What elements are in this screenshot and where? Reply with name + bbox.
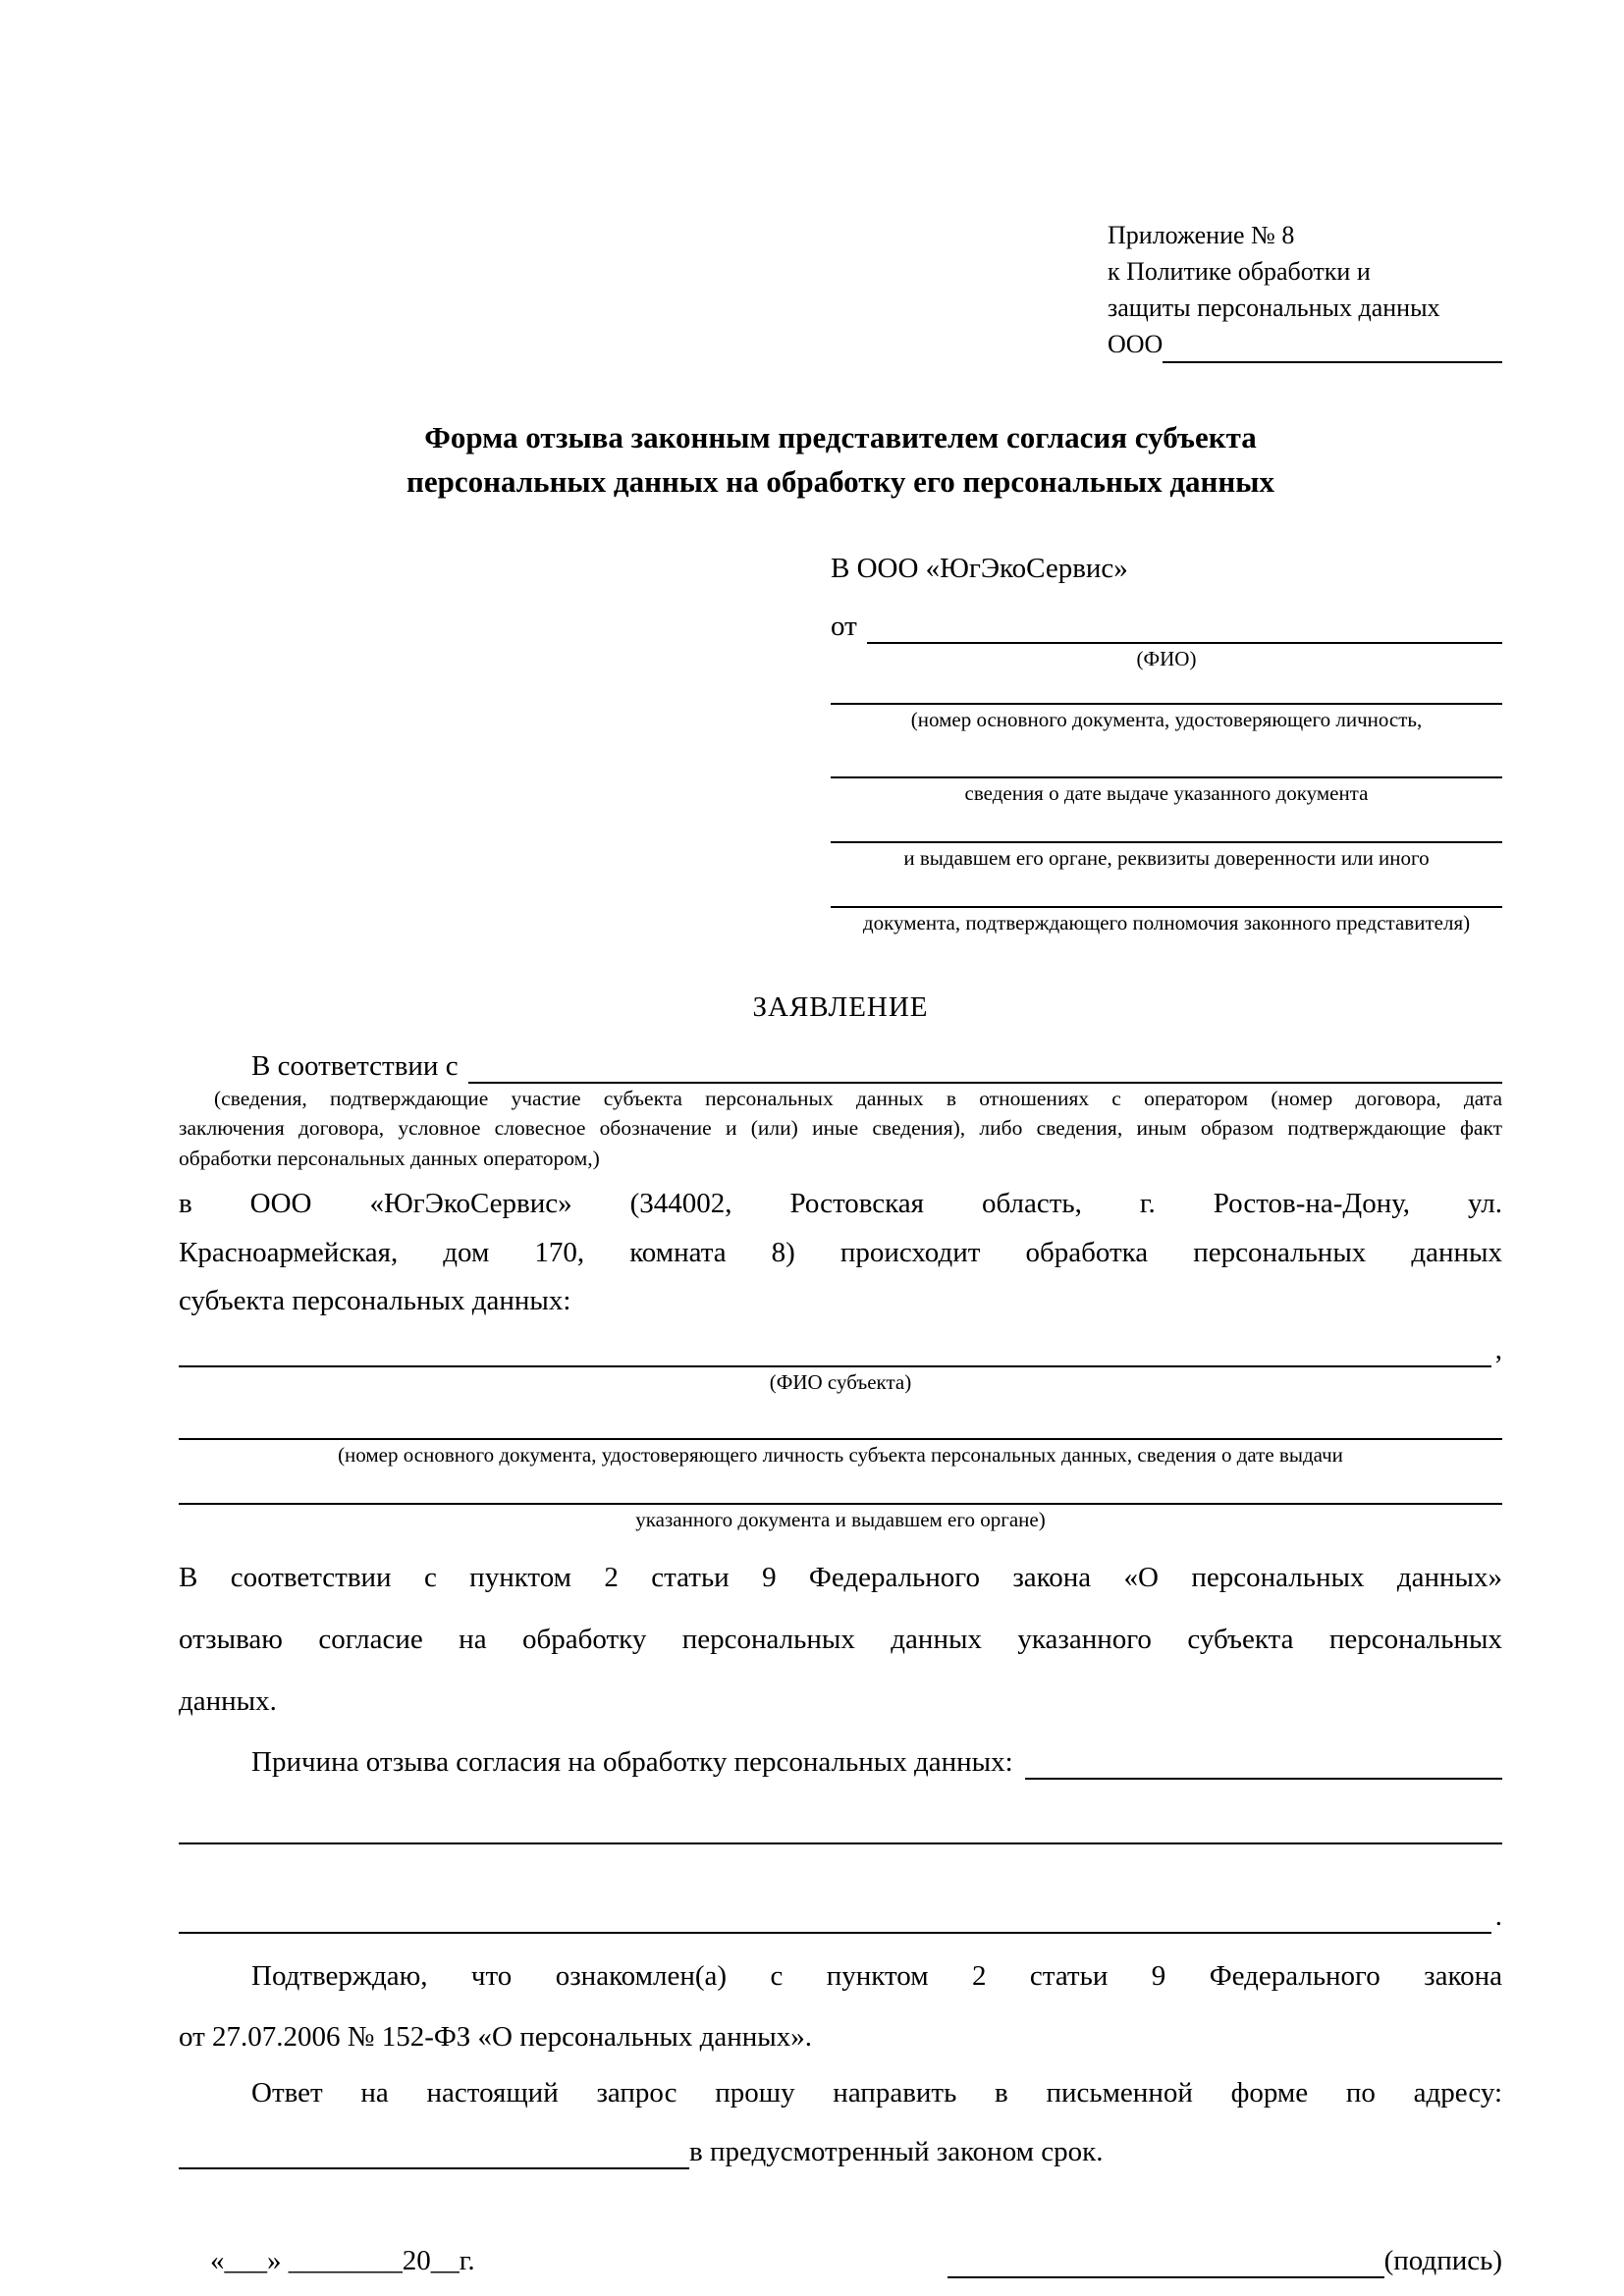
doc-issue-date-blank-line [831,776,1502,778]
fio-caption: (ФИО) [1136,647,1197,671]
operator-paragraph-line-2: Красноармейская, дом 170, комната 8) происходит обработка персональных данных [179,1236,1502,1268]
reason-line-2-suffix: . [1494,1900,1502,1933]
small-print [179,1084,1502,1174]
reason-blank-line-1 [179,1842,1502,1844]
accordance-prefix: В соответствии с [251,1049,459,1082]
statement-heading: ЗАЯВЛЕНИЕ [752,991,929,1024]
subject-fio-blank-line [179,1365,1491,1367]
subject-doc-caption-1: (номер основного документа, удостоверяющего личность субъекта персональных данных, сведения о дате выдачи [338,1443,1343,1468]
accordance-line [179,1049,1502,1084]
footer-row [179,2244,1502,2278]
subject-doc-blank-line-2 [179,1503,1502,1505]
reason-blank-line-2 [179,1932,1491,1934]
appendix-line-3: защиты персональных данных [1108,293,1440,322]
withdraw-paragraph-line-3: данных. [179,1685,277,1718]
page-title-line-1: Форма отзыва законным представителем согласия субъекта [424,419,1257,454]
page-title [179,416,1502,505]
fio-blank-line [867,642,1502,644]
subject-fio-line [179,1333,1502,1367]
representative-doc-blank-line [831,906,1502,908]
confirm-paragraph-line-1: Подтверждаю, что ознакомлен(а) с пунктом 2 статьи 9 Федерального закона [251,1960,1502,1993]
withdraw-paragraph [179,1561,1502,1720]
operator-paragraph-line-3: субъекта персональных данных: [179,1285,571,1317]
representative-doc-caption: документа, подтверждающего полномочия законного представителя) [862,911,1471,934]
doc-number-caption: (номер основного документа, удостоверяющего личность, [910,708,1423,732]
reply-address-line [179,2135,1502,2169]
doc-authority-blank-line [831,841,1502,843]
reason-line [179,1745,1502,1780]
doc-authority-caption: и выдавшем его органе, реквизиты доверенности или иного [903,845,1430,870]
small-print-line-2: заключения договора, условное словесное обозначение и (или) иные сведения), либо сведения, иным образом подтверждающие факт [179,1116,1502,1141]
signature-caption: (подпись) [1383,2244,1502,2276]
from-line [831,610,1502,644]
subject-fio-caption: (ФИО субъекта) [769,1369,912,1394]
signature-block [947,2244,1502,2278]
date-line: «___» ________20__г. [210,2244,475,2276]
subject-doc-blank-line-1 [179,1438,1502,1440]
reason-blank-short [1025,1778,1502,1780]
addressee-company: В ООО «ЮгЭкоСервис» [831,552,1128,584]
from-label: от [831,610,857,642]
reply-suffix: в предусмотренный законом срок. [689,2135,1104,2167]
company-prefix: ООО [1108,329,1164,358]
confirm-paragraph-line-2: от 27.07.2006 № 152-ФЗ «О персональных данных». [179,2020,813,2053]
small-print-line-3: обработки персональных данных оператором,) [179,1146,600,1170]
operator-paragraph-line-1: в ООО «ЮгЭкоСервис» (344002, Ростовская область, г. Ростов-на-Дону, ул. [179,1188,1502,1220]
company-line [1108,327,1502,363]
appendix-line-2: к Политике обработки и [1108,256,1371,286]
reply-address-blank-line [179,2167,689,2169]
operator-paragraph [179,1187,1502,1318]
small-print-line-1: (сведения, подтверждающие участие субъекта персональных данных в отношениях с оператором (номер договора, дата [214,1086,1502,1110]
subject-doc-caption-2: указанного документа и выдавшем его органе) [635,1508,1046,1532]
confirm-paragraph [179,1959,1502,2055]
company-blank-line [1163,361,1502,363]
subject-fio-line-suffix: , [1494,1333,1502,1365]
doc-number-blank-line [831,703,1502,705]
signature-blank-line [947,2276,1384,2278]
withdraw-paragraph-line-2: отзываю согласие на обработку персональных данных указанного субъекта персональных [179,1623,1502,1655]
reason-prefix: Причина отзыва согласия на обработку персональных данных: [251,1745,1013,1778]
doc-issue-date-caption: сведения о дате выдаче указанного документа [964,780,1369,805]
addressee-block [831,552,1502,936]
reason-blank-line-2-wrap [179,1899,1502,1934]
withdraw-paragraph-line-1: В соответствии с пунктом 2 статьи 9 Федерального закона «О персональных данных» [179,1561,1502,1593]
appendix-header [1108,218,1502,363]
page-title-line-2: персональных данных на обработку его персональных данных [406,463,1274,499]
reply-request: Ответ на настоящий запрос прошу направить в письменной форме по адресу: [251,2077,1502,2109]
appendix-line-1: Приложение № 8 [1108,221,1295,249]
